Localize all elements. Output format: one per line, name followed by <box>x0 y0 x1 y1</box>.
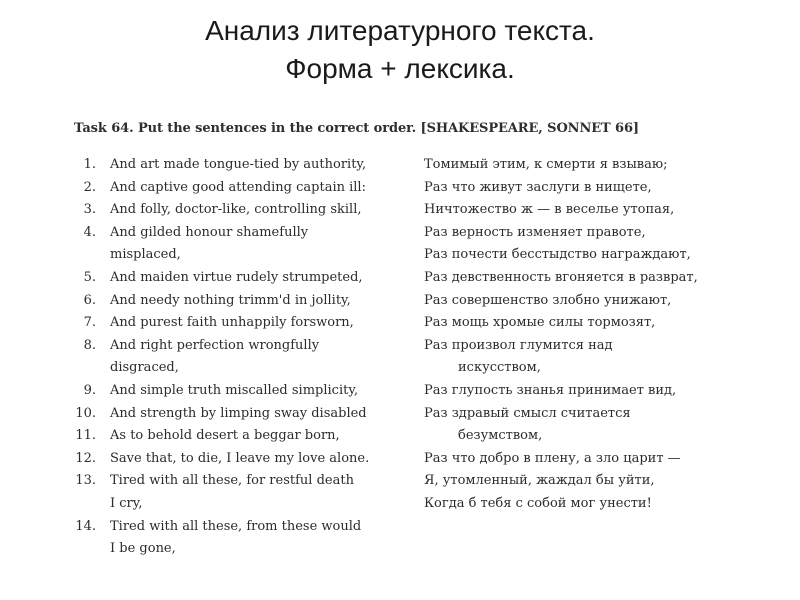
translation-line: Раз мощь хромые силы тормозят, <box>424 315 656 331</box>
sonnet-line <box>74 267 394 290</box>
sonnet-line <box>74 290 394 313</box>
translation-line: Раз девственность вгоняется в разврат, <box>424 269 698 285</box>
line-number: 13. <box>75 473 96 489</box>
line-number: 7. <box>83 315 96 331</box>
line-text: I be gone, <box>110 541 176 557</box>
line-number: 4. <box>83 224 96 240</box>
line-number: 12. <box>75 450 96 466</box>
line-text: And folly, doctor-like, controlling skill, <box>110 202 362 218</box>
line-number: 1. <box>83 157 96 172</box>
sonnet-line <box>74 335 394 380</box>
translation-line: Я, утомленный, жаждал бы уйти, <box>424 473 655 489</box>
sonnet-line <box>74 448 394 471</box>
line-text: misplaced, <box>110 247 181 263</box>
task-heading: Task 64. Put the sentences in the correct order. [SHAKESPEARE, SONNET 66] <box>74 121 639 136</box>
sonnet-line <box>74 199 394 222</box>
sonnet-line <box>74 222 394 267</box>
line-text: And strength by limping sway disabled <box>110 405 367 421</box>
line-number: 5. <box>83 269 96 285</box>
translation-line: Раз здравый смысл считается <box>424 405 631 421</box>
sonnet-line <box>74 380 394 403</box>
line-text: And captive good attending captain ill: <box>110 179 366 195</box>
translation-line: Томимый этим, к смерти я взываю; <box>424 157 668 172</box>
slide-title-line-2: Форма + лексика. <box>285 53 515 84</box>
sonnet-line <box>74 516 394 561</box>
sonnet-line <box>74 403 394 426</box>
translation-line: искусством, <box>458 360 541 376</box>
slide-title <box>0 12 800 88</box>
line-text: And simple truth miscalled simplicity, <box>110 382 359 398</box>
line-text: And right perfection wrongfully <box>110 337 320 353</box>
translation-line: Раз верность изменяет правоте, <box>424 224 646 240</box>
line-text: I cry, <box>110 495 143 511</box>
line-number: 9. <box>83 382 96 398</box>
line-text: Tired with all these, for restful death <box>110 473 354 489</box>
line-number: 10. <box>75 405 96 421</box>
line-number: 2. <box>83 179 96 195</box>
line-text: Tired with all these, from these would <box>110 518 362 534</box>
sonnet-line <box>74 312 394 335</box>
translation-line: Раз что добро в плену, а зло царит — <box>424 450 681 466</box>
line-number: 3. <box>83 202 96 218</box>
sonnet-line <box>74 177 394 200</box>
translation-line: безумством, <box>458 428 543 444</box>
line-text: And art made tongue-tied by authority, <box>110 157 367 172</box>
line-text: Save that, to die, I leave my love alone. <box>110 450 370 466</box>
line-text: And gilded honour shamefully <box>110 224 309 240</box>
line-text: And maiden virtue rudely strumpeted, <box>110 269 363 285</box>
sonnet-line <box>74 425 394 448</box>
line-text: As to behold desert a beggar born, <box>110 428 340 444</box>
line-number: 11. <box>75 428 96 444</box>
line-number: 14. <box>75 518 96 534</box>
line-text: And needy nothing trimm'd in jollity, <box>110 292 351 308</box>
translation-line: Раз что живут заслуги в нищете, <box>424 179 652 195</box>
translation-line: Раз глупость знанья принимает вид, <box>424 382 677 398</box>
translation-line: Раз совершенство злобно унижают, <box>424 292 672 308</box>
translation-line: Раз почести бесстыдство награждают, <box>424 247 691 263</box>
sonnet-line <box>74 154 394 177</box>
translation-line: Ничтожество ж — в веселье утопая, <box>424 202 675 218</box>
slide-title-line-1: Анализ литературного текста. <box>205 15 595 46</box>
line-number: 8. <box>83 337 96 353</box>
english-sonnet-list <box>74 154 394 561</box>
russian-translation <box>424 154 754 516</box>
line-number: 6. <box>83 292 96 308</box>
translation-line: Когда б тебя с собой мог унести! <box>424 495 652 511</box>
line-text: disgraced, <box>110 360 179 376</box>
line-text: And purest faith unhappily forsworn, <box>110 315 354 331</box>
translation-line: Раз произвол глумится над <box>424 337 613 353</box>
sonnet-line <box>74 470 394 515</box>
